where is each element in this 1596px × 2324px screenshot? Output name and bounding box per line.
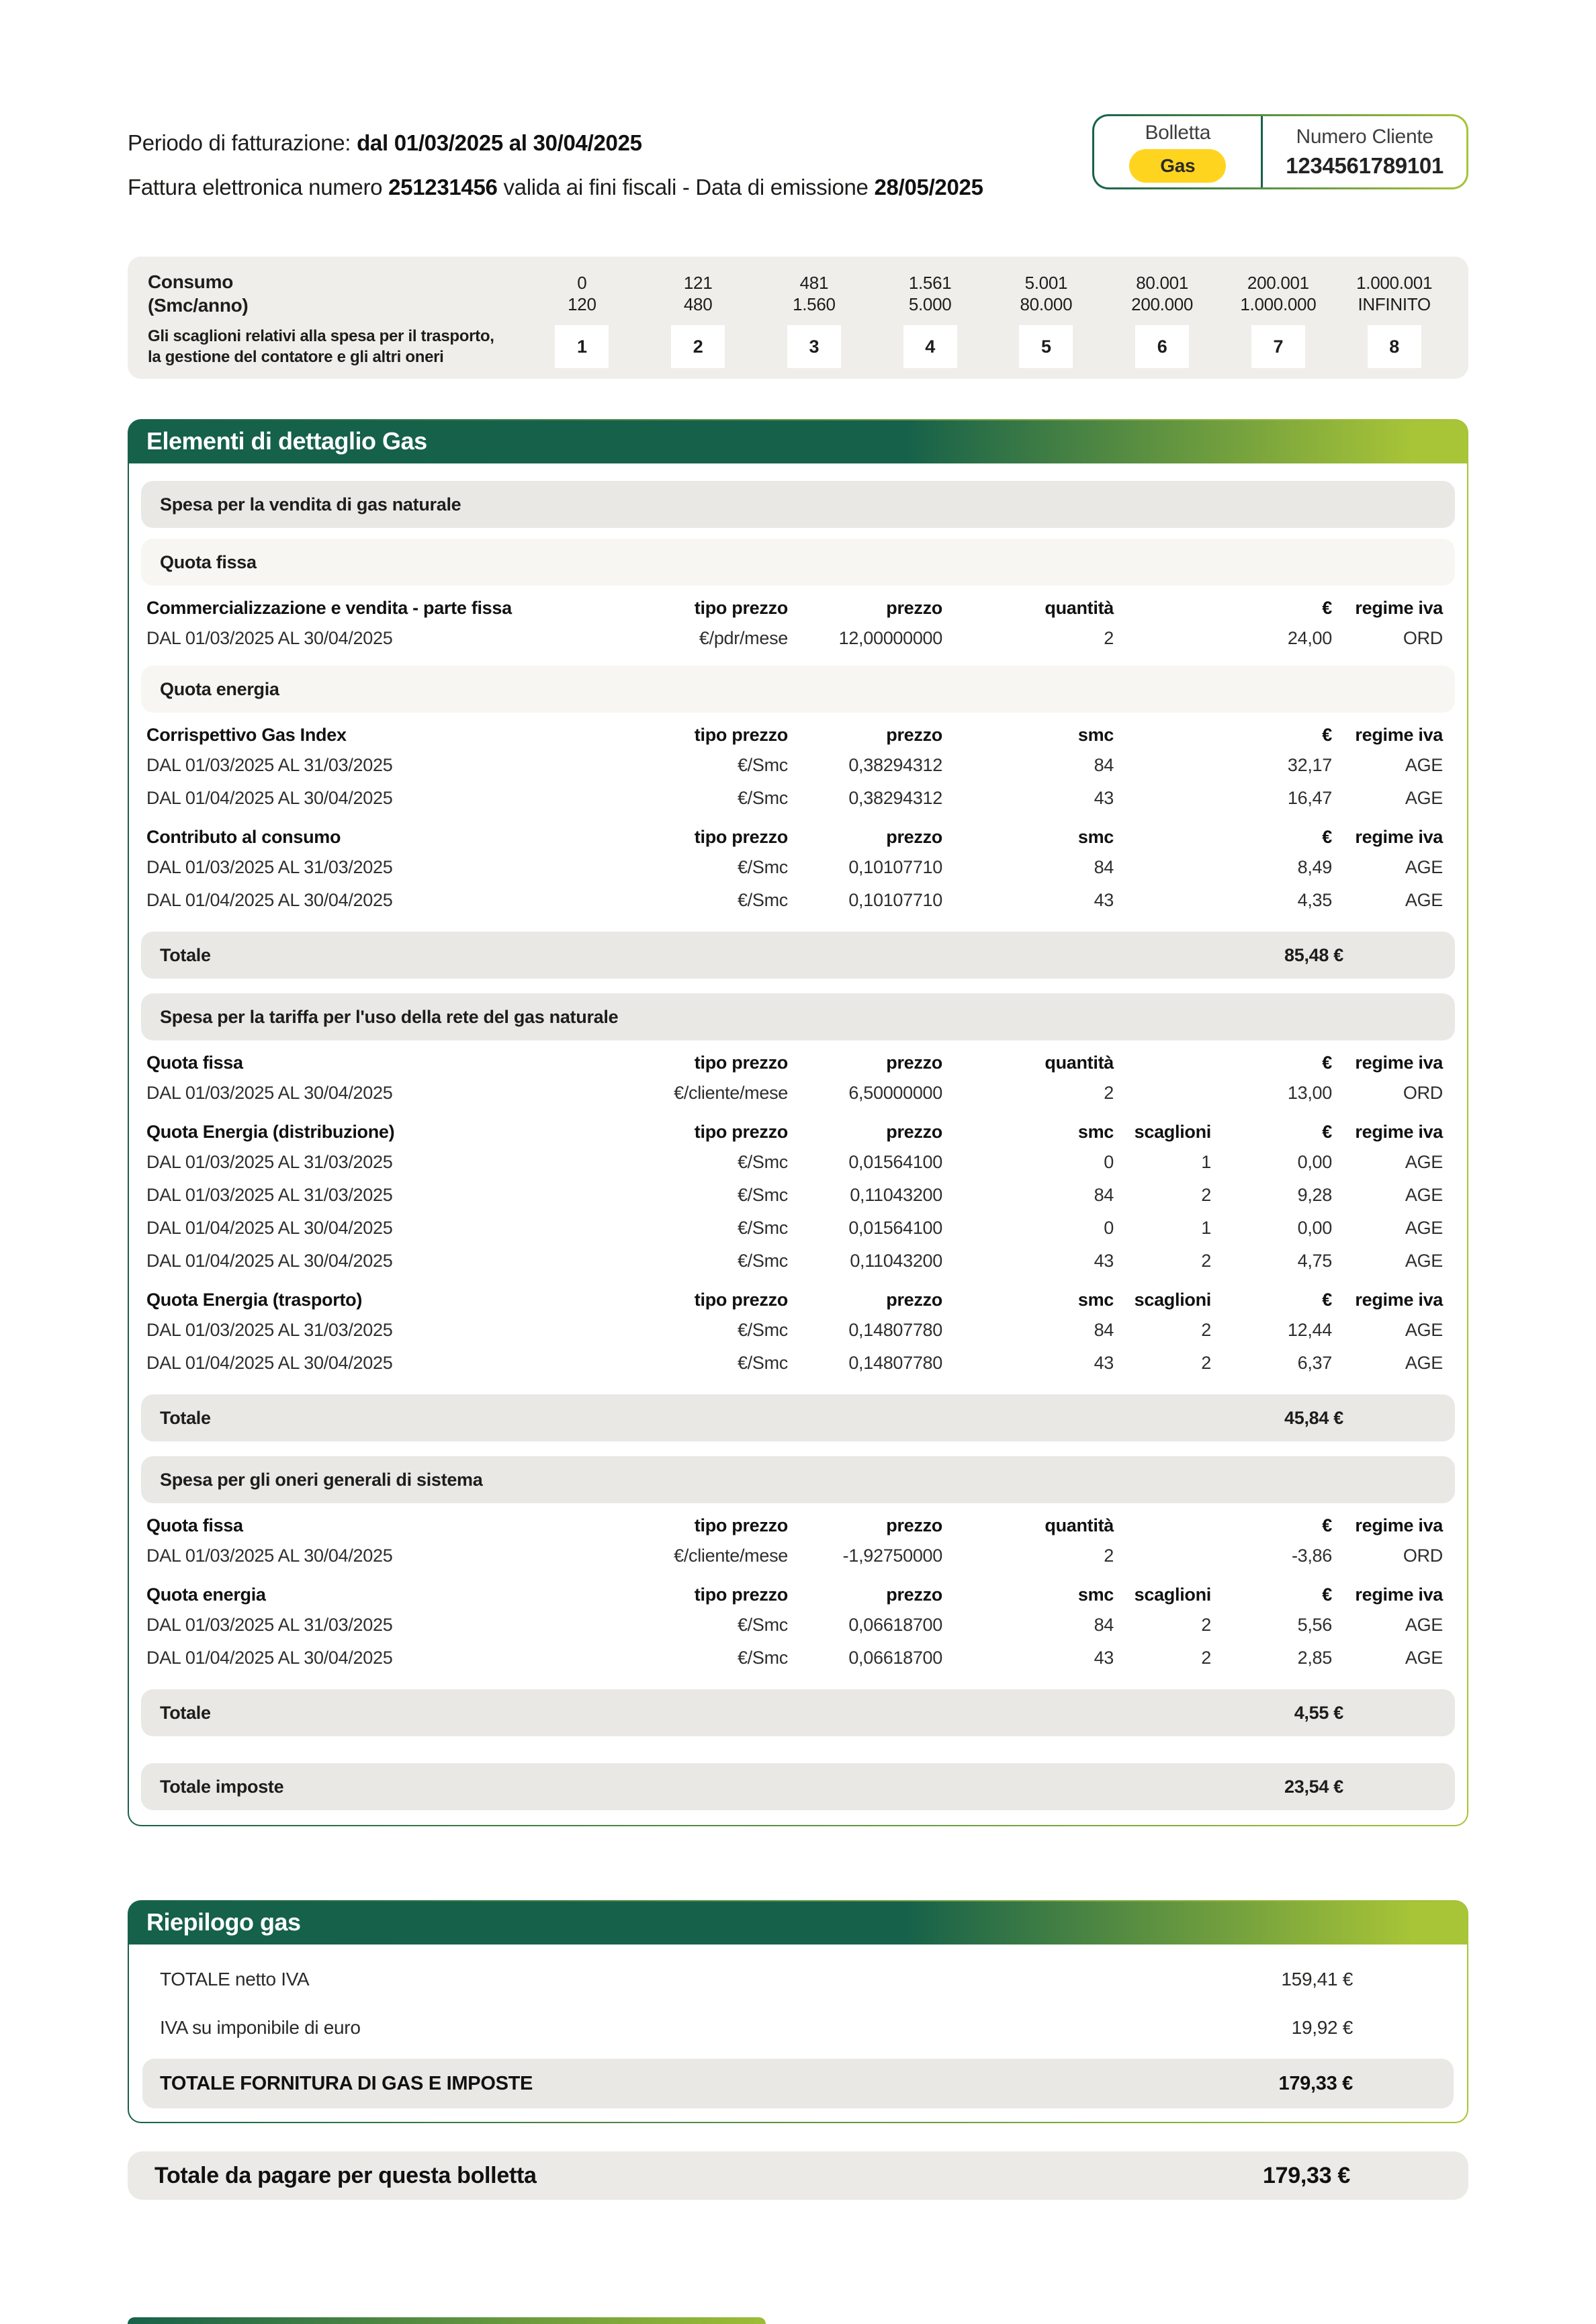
grand-total-value: 179,33 € <box>1263 2162 1350 2188</box>
billing-period-value: dal 01/03/2025 al 30/04/2025 <box>357 130 642 155</box>
table-cell: 24,00 <box>1287 628 1332 648</box>
customer-number-label: Numero Cliente <box>1296 125 1433 148</box>
detail-title-band: Elementi di dettaglio Gas <box>129 420 1467 463</box>
row-group-label: Quota energia <box>146 1584 266 1605</box>
consumption-range <box>640 272 756 316</box>
billing-period-line <box>128 121 983 165</box>
column-header: quantità <box>1045 1515 1114 1535</box>
table-cell: €/Smc <box>737 1353 788 1373</box>
table-header-row <box>146 1112 1443 1146</box>
section-bar: Spesa per gli oneri generali di sistema <box>141 1456 1455 1503</box>
table-row <box>146 1609 1443 1642</box>
summary-row <box>142 1955 1454 2004</box>
consumption-range <box>1336 272 1452 316</box>
period-cell: DAL 01/03/2025 AL 31/03/2025 <box>146 857 393 877</box>
column-header: scaglioni <box>1134 1122 1211 1142</box>
table-row <box>146 1245 1443 1278</box>
row-group-label: Commercializzazione e vendita - parte fissa <box>146 598 512 618</box>
column-header: tipo prezzo <box>694 1122 788 1142</box>
totale-bar <box>141 1689 1455 1736</box>
period-cell: DAL 01/03/2025 AL 31/03/2025 <box>146 1320 393 1340</box>
table-header-row <box>146 1043 1443 1077</box>
table-cell: 12,00000000 <box>838 628 942 648</box>
table-cell: 0,11043200 <box>850 1185 942 1205</box>
table-cell: 13,00 <box>1287 1083 1332 1103</box>
table-cell: 0,14807780 <box>848 1320 942 1340</box>
detail-panel-border <box>128 419 1468 1826</box>
summary-row-label: TOTALE netto IVA <box>160 1969 310 1990</box>
table-cell: 2 <box>1201 1185 1211 1205</box>
tiers-label-line2: la gestione del contatore e gli altri oneri <box>148 348 444 366</box>
table-cell: AGE <box>1405 788 1443 808</box>
top-header-row <box>128 114 1468 210</box>
consumption-label <box>148 270 524 317</box>
totale-bar <box>141 1763 1455 1810</box>
table-cell: 16,47 <box>1287 788 1332 808</box>
column-header: € <box>1322 1290 1332 1310</box>
totale-value: 4,55 € <box>1294 1702 1343 1723</box>
column-header: quantità <box>1045 1053 1114 1073</box>
table-cell: €/cliente/mese <box>674 1546 788 1566</box>
column-header: regime iva <box>1355 1122 1443 1142</box>
table-cell: 32,17 <box>1287 755 1332 775</box>
range-from: 121 <box>683 272 713 293</box>
column-header: smc <box>1077 1290 1114 1310</box>
column-header: tipo prezzo <box>694 1515 788 1535</box>
range-from: 481 <box>799 272 829 293</box>
period-cell: DAL 01/04/2025 AL 30/04/2025 <box>146 1648 393 1668</box>
range-from: 0 <box>577 272 587 293</box>
table-cell: AGE <box>1405 755 1443 775</box>
table-cell <box>1114 749 1211 782</box>
table-cell: 0,06618700 <box>848 1648 942 1668</box>
bolletta-label: Bolletta <box>1145 121 1211 144</box>
totale-label: Totale <box>160 944 211 965</box>
table-cell: 1 <box>1201 1152 1211 1172</box>
table-cell: 0 <box>1104 1218 1114 1238</box>
invoice-prefix: Fattura elettronica numero <box>128 175 383 199</box>
detail-table <box>146 817 1443 917</box>
table-cell: AGE <box>1405 1185 1443 1205</box>
consumption-range <box>988 272 1104 316</box>
table-cell: AGE <box>1405 1615 1443 1635</box>
consumption-label-line1: Consumo <box>148 271 234 292</box>
table-cell: 1 <box>1201 1218 1211 1238</box>
table-cell: -3,86 <box>1291 1546 1332 1566</box>
range-from: 5.001 <box>1024 272 1068 293</box>
range-to: 5.000 <box>908 294 952 314</box>
column-header <box>1114 715 1211 749</box>
summary-panel-border <box>128 1900 1468 2123</box>
range-to: 80.000 <box>1020 294 1073 314</box>
table-cell: ORD <box>1403 1546 1443 1566</box>
customer-cell <box>1263 116 1466 187</box>
table-cell: 2 <box>1201 1648 1211 1668</box>
summary-total-bar <box>142 2059 1454 2108</box>
summary-row-label: IVA su imponibile di euro <box>160 2017 361 2038</box>
column-header: € <box>1322 827 1332 847</box>
table-cell <box>1114 851 1211 884</box>
row-group-label: Quota Energia (distribuzione) <box>146 1122 395 1142</box>
column-header <box>1114 1506 1211 1539</box>
range-to: 120 <box>568 294 596 314</box>
column-header: scaglioni <box>1134 1290 1211 1310</box>
tier-box: 4 <box>903 325 957 368</box>
table-cell: €/Smc <box>737 890 788 910</box>
column-header: smc <box>1077 1584 1114 1605</box>
table-cell: 4,75 <box>1297 1251 1332 1271</box>
period-cell: DAL 01/04/2025 AL 30/04/2025 <box>146 788 393 808</box>
column-header: regime iva <box>1355 1584 1443 1605</box>
column-header: € <box>1322 1584 1332 1605</box>
table-cell: 6,50000000 <box>848 1083 942 1103</box>
table-cell: ORD <box>1403 628 1443 648</box>
table-cell: 0,00 <box>1297 1152 1332 1172</box>
period-cell: DAL 01/03/2025 AL 31/03/2025 <box>146 755 393 775</box>
tier-box: 1 <box>555 325 609 368</box>
table-cell: 2 <box>1104 1546 1114 1566</box>
table-cell: €/Smc <box>737 1320 788 1340</box>
table-row <box>146 851 1443 884</box>
table-cell: 43 <box>1094 1251 1114 1271</box>
detail-table <box>146 1043 1443 1110</box>
table-cell: AGE <box>1405 857 1443 877</box>
summary-title-band: Riepilogo gas <box>129 1902 1467 1945</box>
table-row <box>146 1212 1443 1245</box>
table-cell: 0 <box>1104 1152 1114 1172</box>
table-cell: 2 <box>1104 1083 1114 1103</box>
table-cell: €/cliente/mese <box>674 1083 788 1103</box>
totale-value: 23,54 € <box>1284 1776 1343 1797</box>
detail-table <box>146 1506 1443 1572</box>
billing-period-label: Periodo di fatturazione: <box>128 130 351 155</box>
table-row <box>146 782 1443 815</box>
column-header: prezzo <box>886 598 942 618</box>
summary-row-value: 19,92 € <box>1291 2017 1353 2038</box>
range-to: 1.560 <box>793 294 836 314</box>
column-header: € <box>1322 1122 1332 1142</box>
table-cell: 0,11043200 <box>850 1251 942 1271</box>
table-cell: 84 <box>1094 1615 1114 1635</box>
table-cell: 43 <box>1094 1353 1114 1373</box>
detail-table <box>146 588 1443 655</box>
table-row <box>146 1179 1443 1212</box>
tiers-label <box>148 326 524 367</box>
table-cell: 2 <box>1201 1615 1211 1635</box>
tier-box: 5 <box>1019 325 1073 368</box>
subsection-bar: Quota fissa <box>141 539 1455 586</box>
invoice-middle-text: valida ai fini fiscali - Data di emissione <box>503 175 869 199</box>
period-cell: DAL 01/04/2025 AL 30/04/2025 <box>146 1353 393 1373</box>
table-cell: €/Smc <box>737 1615 788 1635</box>
period-cell: DAL 01/03/2025 AL 31/03/2025 <box>146 1615 393 1635</box>
column-header: prezzo <box>886 725 942 745</box>
table-cell: €/Smc <box>737 1648 788 1668</box>
column-header: € <box>1322 1515 1332 1535</box>
bill-page <box>0 114 1596 2200</box>
table-cell: 2 <box>1201 1320 1211 1340</box>
totale-label: Totale imposte <box>160 1776 284 1797</box>
table-cell: 8,49 <box>1297 857 1332 877</box>
next-section-band-sliver <box>128 2317 766 2324</box>
table-cell: 0,10107710 <box>848 857 942 877</box>
consumption-grid <box>148 270 1452 368</box>
table-cell: €/Smc <box>737 857 788 877</box>
invoice-number: 251231456 <box>388 175 498 199</box>
summary-row <box>142 2004 1454 2052</box>
table-row <box>146 1314 1443 1347</box>
tier-box: 6 <box>1135 325 1189 368</box>
column-header: quantità <box>1045 598 1114 618</box>
section-bar: Spesa per la vendita di gas naturale <box>141 481 1455 528</box>
column-header: tipo prezzo <box>694 827 788 847</box>
table-cell: 0,38294312 <box>848 755 942 775</box>
grand-total-bar <box>128 2151 1468 2200</box>
table-row <box>146 749 1443 782</box>
table-cell: 2 <box>1201 1251 1211 1271</box>
totale-bar <box>141 1394 1455 1441</box>
consumption-range <box>1104 272 1221 316</box>
row-group-label: Quota fissa <box>146 1053 243 1073</box>
table-cell: 43 <box>1094 1648 1114 1668</box>
column-header: € <box>1322 598 1332 618</box>
totale-label: Totale <box>160 1702 211 1723</box>
period-cell: DAL 01/04/2025 AL 30/04/2025 <box>146 1251 393 1271</box>
table-cell: AGE <box>1405 1218 1443 1238</box>
column-header: € <box>1322 725 1332 745</box>
table-header-row <box>146 1280 1443 1314</box>
column-header <box>1114 817 1211 851</box>
table-cell: 5,56 <box>1297 1615 1332 1635</box>
table-cell: 2,85 <box>1297 1648 1332 1668</box>
table-row <box>146 622 1443 655</box>
table-row <box>146 884 1443 917</box>
range-from: 1.000.001 <box>1356 272 1433 293</box>
column-header: prezzo <box>886 1584 942 1605</box>
column-header: prezzo <box>886 1290 942 1310</box>
table-cell <box>1114 782 1211 815</box>
table-cell: 0,10107710 <box>848 890 942 910</box>
table-cell: 0,38294312 <box>848 788 942 808</box>
summary-row-value: 159,41 € <box>1281 1969 1353 1990</box>
summary-total-label: TOTALE FORNITURA DI GAS E IMPOSTE <box>160 2072 533 2094</box>
column-header: prezzo <box>886 1122 942 1142</box>
consumption-range <box>1221 272 1337 316</box>
row-group-label: Corrispettivo Gas Index <box>146 725 347 745</box>
period-cell: DAL 01/04/2025 AL 30/04/2025 <box>146 890 393 910</box>
table-row <box>146 1539 1443 1572</box>
table-cell: 84 <box>1094 1320 1114 1340</box>
table-cell: 0,00 <box>1297 1218 1332 1238</box>
billing-meta <box>128 114 983 210</box>
column-header: regime iva <box>1355 1290 1443 1310</box>
range-to: INFINITO <box>1358 294 1431 314</box>
table-cell: €/Smc <box>737 755 788 775</box>
table-cell: 0,01564100 <box>848 1218 942 1238</box>
consumption-range <box>872 272 988 316</box>
tier-box: 7 <box>1251 325 1305 368</box>
table-row <box>146 1077 1443 1110</box>
table-cell: €/Smc <box>737 1251 788 1271</box>
column-header: regime iva <box>1355 1515 1443 1535</box>
invoice-line <box>128 165 983 210</box>
range-to: 1.000.000 <box>1240 294 1317 314</box>
column-header: smc <box>1077 725 1114 745</box>
tier-box: 2 <box>671 325 725 368</box>
table-cell: 0,06618700 <box>848 1615 942 1635</box>
table-cell: 2 <box>1201 1353 1211 1373</box>
column-header: regime iva <box>1355 598 1443 618</box>
table-cell: 9,28 <box>1297 1185 1332 1205</box>
totale-bar <box>141 932 1455 979</box>
tier-box: 3 <box>787 325 841 368</box>
consumption-range <box>756 272 873 316</box>
period-cell: DAL 01/03/2025 AL 30/04/2025 <box>146 1546 393 1566</box>
table-cell: 4,35 <box>1297 890 1332 910</box>
table-cell: AGE <box>1405 1353 1443 1373</box>
row-group-label: Quota fissa <box>146 1515 243 1535</box>
detail-table <box>146 1575 1443 1674</box>
table-cell: 2 <box>1104 628 1114 648</box>
table-header-row <box>146 588 1443 622</box>
table-cell <box>1114 1077 1211 1110</box>
subsection-bar: Quota energia <box>141 666 1455 713</box>
table-header-row <box>146 715 1443 749</box>
table-cell: ORD <box>1403 1083 1443 1103</box>
table-cell: €/Smc <box>737 1152 788 1172</box>
column-header: prezzo <box>886 1053 942 1073</box>
column-header: smc <box>1077 827 1114 847</box>
detail-section <box>128 419 1468 1826</box>
emission-date: 28/05/2025 <box>874 175 983 199</box>
period-cell: DAL 01/04/2025 AL 30/04/2025 <box>146 1218 393 1238</box>
row-group-label: Quota Energia (trasporto) <box>146 1290 363 1310</box>
period-cell: DAL 01/03/2025 AL 31/03/2025 <box>146 1152 393 1172</box>
tier-box: 8 <box>1368 325 1421 368</box>
consumption-range <box>524 272 640 316</box>
column-header: scaglioni <box>1134 1584 1211 1605</box>
table-cell: 43 <box>1094 890 1114 910</box>
table-cell: 43 <box>1094 788 1114 808</box>
bolletta-cell <box>1094 116 1263 187</box>
consumption-label-line2: (Smc/anno) <box>148 295 249 316</box>
table-cell: 6,37 <box>1297 1353 1332 1373</box>
column-header: regime iva <box>1355 827 1443 847</box>
table-cell: AGE <box>1405 890 1443 910</box>
column-header: regime iva <box>1355 1053 1443 1073</box>
table-header-row <box>146 1575 1443 1609</box>
bill-type-box-inner <box>1094 116 1466 187</box>
range-to: 200.000 <box>1131 294 1194 314</box>
summary-panel-body <box>129 1945 1467 2122</box>
range-from: 200.001 <box>1247 272 1309 293</box>
period-cell: DAL 01/03/2025 AL 30/04/2025 <box>146 628 393 648</box>
table-cell: €/Smc <box>737 1185 788 1205</box>
row-group-label: Contributo al consumo <box>146 827 341 847</box>
table-cell: 84 <box>1094 1185 1114 1205</box>
column-header: tipo prezzo <box>694 1053 788 1073</box>
tiers-label-line1: Gli scaglioni relativi alla spesa per il trasporto, <box>148 326 494 345</box>
bill-type-box <box>1092 114 1468 189</box>
customer-number-value: 1234561789101 <box>1286 152 1444 178</box>
table-cell <box>1114 884 1211 917</box>
column-header: tipo prezzo <box>694 598 788 618</box>
table-cell: -1,92750000 <box>842 1546 942 1566</box>
detail-table <box>146 1112 1443 1278</box>
gas-badge: Gas <box>1129 149 1226 183</box>
table-cell <box>1114 622 1211 655</box>
detail-table <box>146 715 1443 815</box>
section-bar: Spesa per la tariffa per l'uso della rete del gas naturale <box>141 993 1455 1040</box>
column-header: smc <box>1077 1122 1114 1142</box>
table-cell: 84 <box>1094 755 1114 775</box>
period-cell: DAL 01/03/2025 AL 30/04/2025 <box>146 1083 393 1103</box>
column-header: tipo prezzo <box>694 725 788 745</box>
range-from: 1.561 <box>908 272 952 293</box>
column-header: prezzo <box>886 1515 942 1535</box>
table-cell: 0,14807780 <box>848 1353 942 1373</box>
table-cell: 84 <box>1094 857 1114 877</box>
column-header: tipo prezzo <box>694 1584 788 1605</box>
table-row <box>146 1347 1443 1380</box>
column-header: € <box>1322 1053 1332 1073</box>
table-cell: €/pdr/mese <box>699 628 788 648</box>
table-cell: €/Smc <box>737 788 788 808</box>
table-header-row <box>146 817 1443 851</box>
column-header <box>1114 588 1211 622</box>
summary-section <box>128 1900 1468 2123</box>
grand-total-label: Totale da pagare per questa bolletta <box>154 2162 537 2188</box>
column-header: tipo prezzo <box>694 1290 788 1310</box>
column-header <box>1114 1043 1211 1077</box>
table-cell: 0,01564100 <box>848 1152 942 1172</box>
consumption-panel <box>128 257 1468 379</box>
totale-value: 85,48 € <box>1284 944 1343 965</box>
range-from: 80.001 <box>1136 272 1188 293</box>
table-cell: AGE <box>1405 1648 1443 1668</box>
table-cell <box>1114 1539 1211 1572</box>
summary-total-value: 179,33 € <box>1278 2072 1353 2094</box>
table-header-row <box>146 1506 1443 1539</box>
table-row <box>146 1146 1443 1179</box>
table-cell: €/Smc <box>737 1218 788 1238</box>
column-header: regime iva <box>1355 725 1443 745</box>
period-cell: DAL 01/03/2025 AL 31/03/2025 <box>146 1185 393 1205</box>
totale-value: 45,84 € <box>1284 1407 1343 1428</box>
range-to: 480 <box>683 294 713 314</box>
detail-table <box>146 1280 1443 1380</box>
table-cell: 12,44 <box>1287 1320 1332 1340</box>
detail-panel-body <box>129 463 1467 1825</box>
column-header: prezzo <box>886 827 942 847</box>
table-cell: AGE <box>1405 1152 1443 1172</box>
totale-label: Totale <box>160 1407 211 1428</box>
table-row <box>146 1642 1443 1674</box>
table-cell: AGE <box>1405 1251 1443 1271</box>
table-cell: AGE <box>1405 1320 1443 1340</box>
